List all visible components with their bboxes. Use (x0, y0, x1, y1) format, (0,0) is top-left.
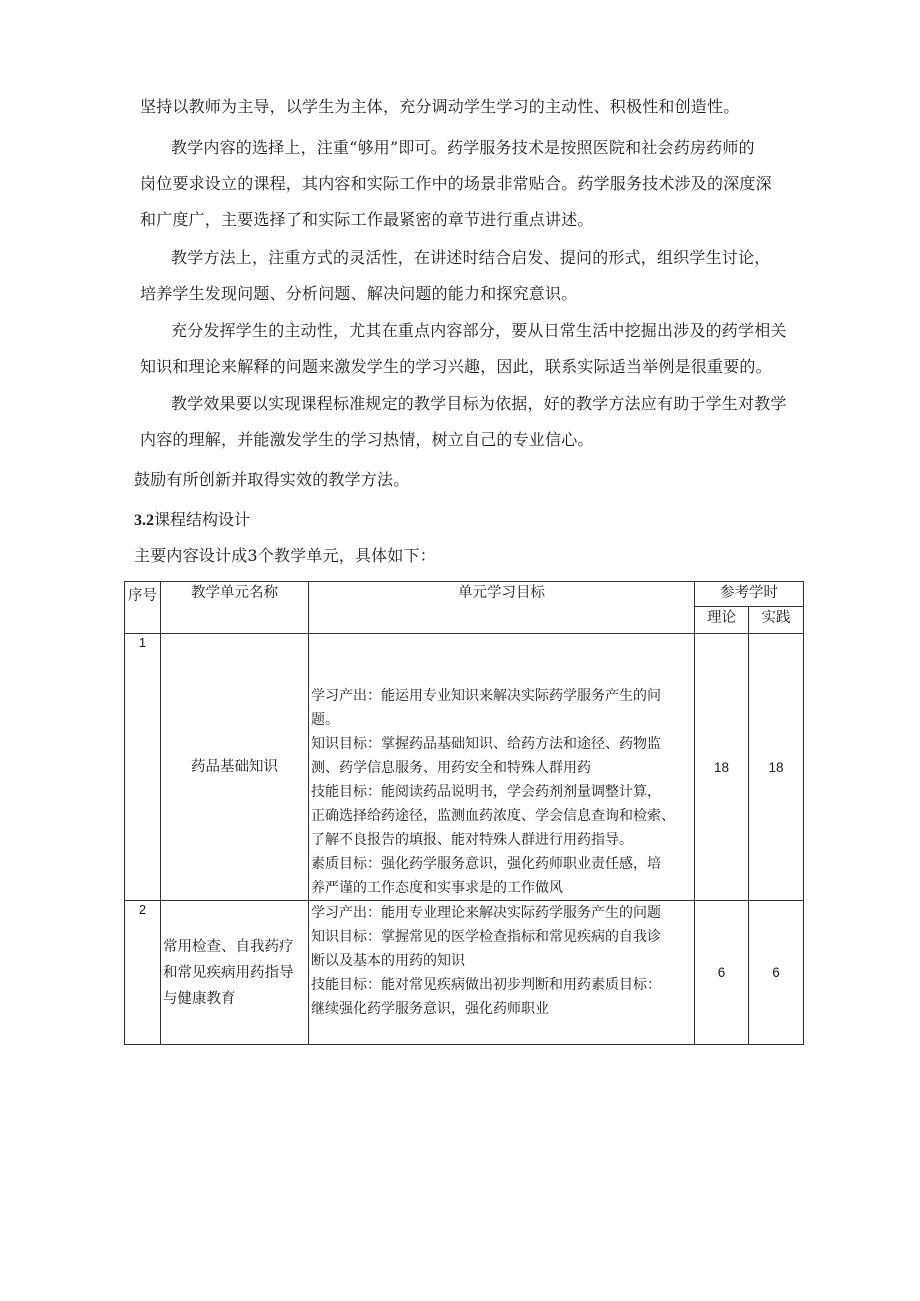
header-practice: 实践 (749, 607, 804, 634)
row-unit-name: 常用检查、自我药疗和常见疾病用药指导与健康教育 (161, 901, 309, 1045)
row-seq: 1 (125, 634, 161, 901)
row-practice-hours: 6 (749, 901, 804, 1045)
table-row (125, 901, 804, 1045)
paragraph-2: 教学内容的选择上，注重“够用”即可。药学服务技术是按照医院和社会药房药师的 (171, 138, 755, 157)
table-header-row (125, 582, 804, 607)
row-theory-hours: 18 (695, 634, 749, 901)
paragraph-4: 充分发挥学生的主动性，尤其在重点内容部分，要从日常生活中挖掘出涉及的药学相关 (171, 321, 787, 340)
section-title: 课程结构设计 (154, 510, 251, 529)
paragraph-1: 坚持以教师为主导，以学生为主体，充分调动学生学习的主动性、积极性和创造性。 (140, 97, 740, 116)
paragraph-6: 鼓励有所创新并取得实效的教学方法。 (134, 470, 410, 489)
paragraph-4: 知识和理论来解释的问题来激发学生的学习兴趣，因此，联系实际适当举例是很重要的。 (140, 357, 772, 376)
paragraph-5: 教学效果要以实现课程标准规定的教学目标为依据，好的教学方法应有助于学生对教学 (171, 394, 787, 413)
paragraph-2: 和广度广，主要选择了和实际工作最紧密的章节进行重点讲述。 (140, 210, 594, 229)
paragraph-3: 培养学生发现问题、分析问题、解决问题的能力和探究意识。 (140, 284, 578, 303)
header-hours: 参考学时 (695, 582, 804, 607)
table-row (125, 634, 804, 901)
row-practice-hours: 18 (749, 634, 804, 901)
header-seq: 序号 (125, 582, 161, 634)
units-table (124, 581, 804, 1045)
row-theory-hours: 6 (695, 901, 749, 1045)
table-intro: 主要内容设计成3个教学单元，具体如下： (134, 546, 436, 565)
row-seq: 2 (125, 901, 161, 1045)
paragraph-5: 内容的理解，并能激发学生的学习热情，树立自己的专业信心。 (140, 430, 594, 449)
header-theory: 理论 (695, 607, 749, 634)
row-unit-name: 药品基础知识 (161, 634, 309, 901)
header-goals: 单元学习目标 (309, 582, 695, 634)
row-goals: 学习产出：能运用专业知识来解决实际药学服务产生的问 题。 知识目标：掌握药品基础知识、给药方法和途径、药物监 测、药学信息服务、用药安全和特殊人群用药 技能目标：能阅读药品说明书，学会药剂剂量调整计算， 正确选择给药途径，监测血药浓度、学会信息查询和检索、 了解不良报告的填报、能对特殊人群进行用药指导。 素质目标：强化药学服务意识，强化药师职业责任感，培 养严谨的工作态度和实事求是的工作做风 (309, 634, 695, 901)
paragraph-2: 岗位要求设立的课程，其内容和实际工作中的场景非常贴合。药学服务技术涉及的深度深 (140, 174, 772, 193)
row-goals: 学习产出：能用专业理论来解决实际药学服务产生的问题 知识目标：掌握常见的医学检查指标和常见疾病的自我诊 断以及基本的用药的知识 技能目标：能对常见疾病做出初步判断和用药素质目标： 继续强化药学服务意识，强化药师职业 (309, 901, 695, 1045)
section-heading (134, 508, 250, 533)
header-unit-name: 教学单元名称 (161, 582, 309, 634)
paragraph-3: 教学方法上，注重方式的灵活性，在讲述时结合启发、提问的形式，组织学生讨论， (171, 248, 771, 267)
section-number: 3.2 (134, 512, 154, 529)
